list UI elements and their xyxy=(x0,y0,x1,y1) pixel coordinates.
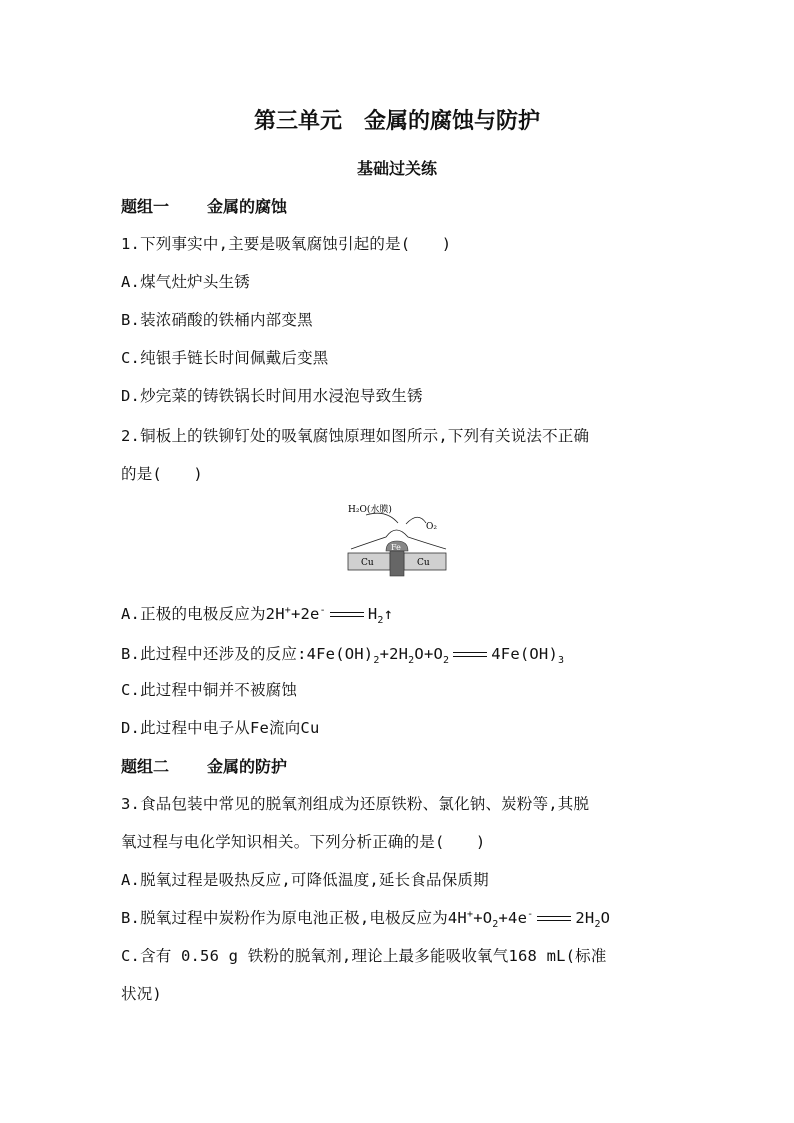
q2a-sub: 2 xyxy=(377,615,384,627)
q1-stem: 1.下列事实中,主要是吸氧腐蚀引起的是( ) xyxy=(121,235,452,253)
oxygen-label: O₂ xyxy=(426,522,437,532)
group-label: 题组一 xyxy=(121,197,170,216)
group-name: 金属的腐蚀 xyxy=(207,197,288,216)
cu-label-right: Cu xyxy=(417,558,430,568)
q2a-text: A.正极的电极反应为2H xyxy=(121,605,285,623)
q2b-sub3: 2 xyxy=(443,655,450,667)
q2-option-d: D.此过程中电子从Fe流向Cu xyxy=(121,719,320,737)
q2b-sub1: 2 xyxy=(373,655,380,667)
group-name: 金属的防护 xyxy=(207,757,288,776)
cu-label-left: Cu xyxy=(361,558,374,568)
oxygen-arrow xyxy=(406,517,426,524)
q2-stem-line2: 的是( ) xyxy=(121,465,203,483)
q1-option-b: B.装浓硝酸的铁桶内部变黑 xyxy=(121,311,313,329)
q2b-left: B.此过程中还涉及的反应:4Fe(OH) xyxy=(121,645,374,663)
gas-arrow-icon: ↑ xyxy=(383,605,394,623)
q2-option-a xyxy=(121,602,393,626)
equals-sign xyxy=(453,650,487,660)
q2b-sub4: 3 xyxy=(557,655,565,667)
q3b-sup1: + xyxy=(466,908,474,920)
q2a-product: H xyxy=(367,605,378,623)
q3b-sup2: - xyxy=(527,908,534,920)
q2b-sub2: 2 xyxy=(408,655,415,667)
q1-option-a: A.煤气灶炉头生锈 xyxy=(121,273,250,291)
q2b-right: 4Fe(OH) xyxy=(491,645,558,663)
page-title xyxy=(0,104,794,135)
group-heading-1 xyxy=(121,194,287,217)
q3b-right: 2H xyxy=(575,909,595,927)
section-subtitle: 基础过关练 xyxy=(356,159,437,178)
q3-option-c-line2: 状况) xyxy=(121,985,162,1003)
q3-option-a: A.脱氧过程是吸热反应,可降低温度,延长食品保质期 xyxy=(121,871,489,889)
unit-label: 第三单元 xyxy=(253,109,342,134)
q3-option-c-line1: C.含有 0.56 g 铁粉的脱氧剂,理论上最多能吸收氧气168 mL(标准 xyxy=(121,947,607,965)
q2a-mid: +2e xyxy=(290,605,320,623)
water-film-label: H₂O(水膜) xyxy=(348,505,392,515)
q2a-sup1: + xyxy=(284,604,291,616)
q3b-sub1: 2 xyxy=(492,919,499,931)
q2-option-c: C.此过程中铜并不被腐蚀 xyxy=(121,681,298,699)
iron-rivet xyxy=(390,551,404,576)
q2-option-b xyxy=(121,642,564,666)
q3-option-b xyxy=(121,906,610,930)
q2a-sup2: - xyxy=(319,604,326,616)
q1-option-d: D.炒完菜的铸铁锅长时间用水浸泡导致生锈 xyxy=(121,387,423,405)
q2b-mid2: O+O xyxy=(414,645,444,663)
group-label: 题组二 xyxy=(121,757,170,776)
fe-label: Fe xyxy=(391,543,401,552)
q3b-sub2: 2 xyxy=(594,919,601,931)
q3-stem-line1: 3.食品包装中常见的脱氧剂组成为还原铁粉、氯化钠、炭粉等,其脱 xyxy=(121,795,590,813)
equals-sign xyxy=(330,610,364,620)
q3b-mid2: +4e xyxy=(498,909,528,927)
unit-name: 金属的腐蚀与防护 xyxy=(364,109,541,134)
q3b-mid1: +O xyxy=(473,909,493,927)
corrosion-diagram xyxy=(346,497,448,577)
q2b-mid1: +2H xyxy=(379,645,409,663)
q3b-left: B.脱氧过程中炭粉作为原电池正极,电极反应为4H xyxy=(121,909,467,927)
q3b-end: O xyxy=(600,909,611,927)
q3-stem-line2: 氧过程与电化学知识相关。下列分析正确的是( ) xyxy=(121,833,486,851)
group-heading-2 xyxy=(121,754,287,777)
q1-option-c: C.纯银手链长时间佩戴后变黑 xyxy=(121,349,329,367)
equals-sign xyxy=(537,914,571,924)
q2-stem-line1: 2.铜板上的铁铆钉处的吸氧腐蚀原理如图所示,下列有关说法不正确 xyxy=(121,427,590,445)
